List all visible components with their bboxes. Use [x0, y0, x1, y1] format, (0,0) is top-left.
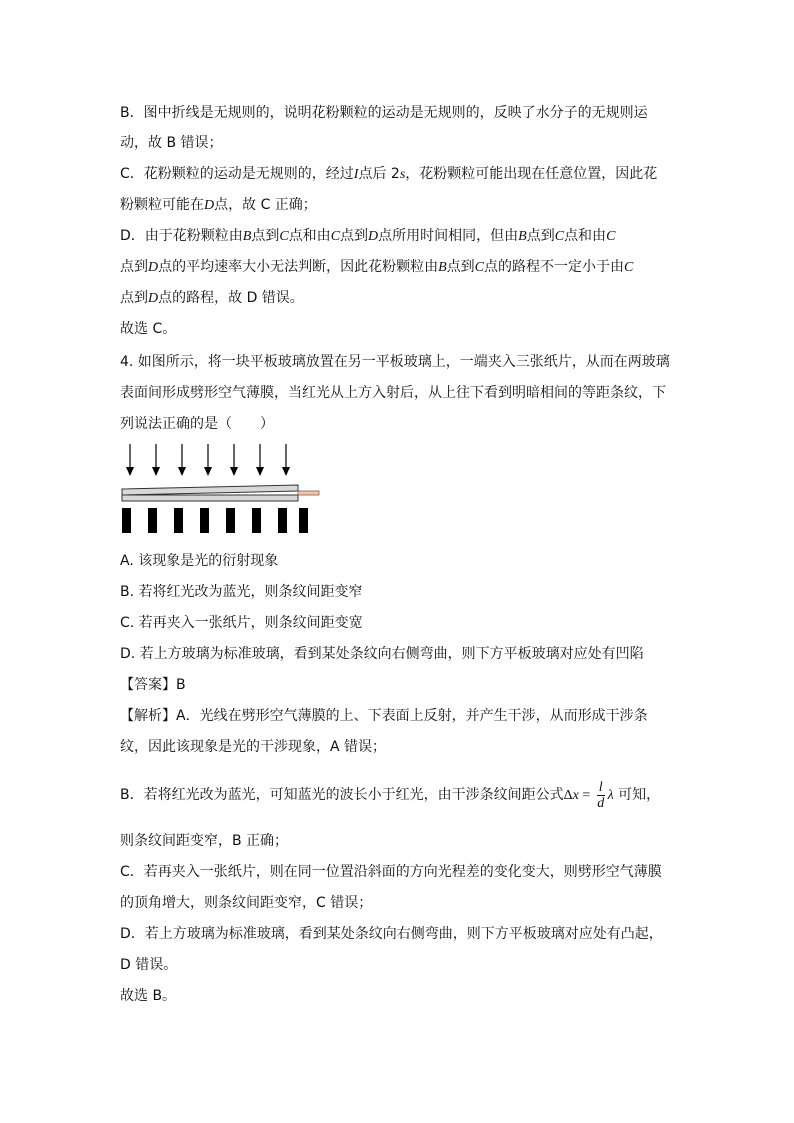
light-arrow	[126, 444, 134, 476]
paper-sheets	[298, 491, 319, 495]
analysis-c-line-1: C．若再夹入一张纸片，则在同一位置沿斜面的方向光程差的变化变大，则劈形空气薄膜	[120, 864, 662, 880]
question-stem-line-3: 列说法正确的是（ ）	[120, 416, 274, 432]
dark-fringe	[252, 508, 261, 533]
explanation-b-line-1: B．图中折线是无规则的，说明花粉颗粒的运动是无规则的，反映了水分子的无规则运	[120, 105, 648, 121]
light-arrow	[152, 444, 160, 476]
light-arrow	[256, 444, 264, 476]
formula: Δx = $\frac{l}{d}$ λ	[563, 780, 614, 812]
final-choice: 故选 B。	[120, 988, 177, 1004]
dark-fringe	[174, 508, 183, 533]
light-arrow	[204, 444, 212, 476]
explanation-d-line-2: 点到D点的平均速率大小无法判断，因此花粉颗粒由B点到C点的路程不一定小于由C	[120, 259, 634, 275]
explanation-c-line-2: 粉颗粒可能在D点，故 C 正确；	[120, 197, 317, 213]
analysis-c-line-2: 的顶角增大，则条纹间距变窄，C 错误；	[120, 895, 373, 911]
previous-choice: 故选 C。	[120, 321, 177, 337]
upper-glass-plate	[122, 485, 298, 495]
interference-fringes	[122, 508, 308, 533]
dark-fringe	[278, 508, 287, 533]
analysis-d-line-2: D 错误。	[120, 957, 178, 973]
wedge-interference-figure	[118, 440, 328, 540]
option-b: B. 若将红光改为蓝光，则条纹间距变窄	[120, 584, 363, 600]
explanation-d-line-3: 点到D点的路程，故 D 错误。	[120, 290, 304, 306]
wedge-glass-plates	[122, 485, 319, 501]
answer-line: 【答案】B	[120, 677, 186, 693]
option-d: D. 若上方玻璃为标准玻璃，看到某处条纹向右侧弯曲，则下方平板玻璃对应处有凹陷	[120, 646, 644, 662]
dark-fringe	[122, 508, 131, 533]
dark-fringe	[299, 508, 308, 533]
lower-glass-plate	[122, 495, 298, 501]
explanation-d-line-1: D．由于花粉颗粒由B点到C点和由C点到D点所用时间相同，但由B点到C点和由C	[120, 228, 616, 244]
question-stem-line-1: 4. 如图所示，将一块平板玻璃放置在另一平板玻璃上，一端夹入三张纸片，从而在两玻璃	[120, 354, 670, 370]
dark-fringe	[226, 508, 235, 533]
explanation-b-line-2: 动，故 B 错误；	[120, 135, 223, 151]
fraction: $\frac{l}{d}$	[597, 780, 605, 812]
analysis-a-line-1: 【解析】A．光线在劈形空气薄膜的上、下表面上反射，并产生干涉，从而形成干涉条	[120, 708, 648, 724]
option-a: A. 该现象是光的衍射现象	[120, 553, 279, 569]
light-arrow	[178, 444, 186, 476]
light-arrow	[282, 444, 290, 476]
analysis-b-line-1: B．若将红光改为蓝光，可知蓝光的波长小于红光，由干涉条纹间距公式Δx = $\frac{l}{d}$ λ 可知，	[120, 780, 661, 812]
dark-fringe	[200, 508, 209, 533]
analysis-a-line-2: 纹，因此该现象是光的干涉现象，A 错误；	[120, 739, 387, 755]
light-arrow	[230, 444, 238, 476]
incident-light-arrows	[126, 444, 290, 476]
explanation-c-line-1: C．花粉颗粒的运动是无规则的，经过I点后 2s，花粉颗粒可能出现在任意位置，因此花	[120, 166, 658, 182]
dark-fringe	[148, 508, 157, 533]
option-c: C. 若再夹入一张纸片，则条纹间距变宽	[120, 615, 363, 631]
analysis-b-line-2: 则条纹间距变窄，B 正确；	[120, 833, 289, 849]
analysis-d-line-1: D．若上方玻璃为标准玻璃，看到某处条纹向右侧弯曲，则下方平板玻璃对应处有凸起，	[120, 926, 663, 942]
question-stem-line-2: 表面间形成劈形空气薄膜，当红光从上方入射后，从上往下看到明暗相间的等距条纹，下	[120, 385, 666, 401]
